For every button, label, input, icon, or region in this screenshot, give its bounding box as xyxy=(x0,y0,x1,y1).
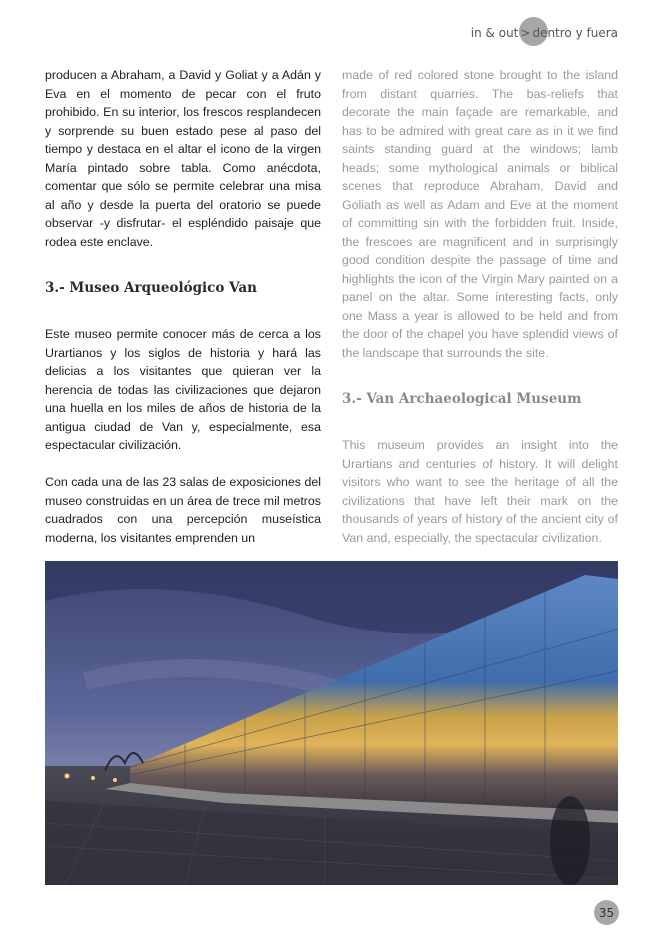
english-paragraph-2: This museum provides an insight into the Urartians and centuries of history. It will delight visitors who want to see the heritage of all the civilizations that have left their mark on the thousands of years of history of the ancient city of Van and, especially, the spectacular civilization. xyxy=(342,438,618,545)
spanish-paragraph-3: Con cada una de las 23 salas de exposiciones del museo construidas en un área de trece mil metros cuadrados con una percepción museística moderna, los visitantes emprenden un xyxy=(45,475,321,545)
english-paragraph-1: made of red colored stone brought to the island from distant quarries. The bas-reliefs that decorate the main façade are remarkable, and has to be admired with great care as in it we find saints standing guard at the windows; lamb heads; some mythological animals or biblical scenes that reproduce Abraham, David and Goliath as well as Adam and Eve at the moment of committing sin with the forbidden fruit. Inside, the frescoes are magnificent and in surprisingly good condition despite the passage of time and highlights the icon of the Virgin Mary painted on a panel on the altar. Some interesting facts, only one Mass a year is allowed to be held and from the door of the chapel you have splendid views of the landscape that surrounds the site. xyxy=(342,68,618,360)
museum-photo xyxy=(45,561,618,885)
header-separator: > xyxy=(520,26,531,40)
spanish-paragraph-1: producen a Abraham, a David y Goliat y a Adán y Eva en el momento de pecar con el fruto prohibido. En su interior, los frescos resplandecen y sorprende su buen estado pese al paso del tiempo y destaca en el altar el icono de la virgen María pintado sobre tabla. Como anécdota, comentar que sólo se permite celebrar una misa al año y desde la puerta del oratorio se puede observar -y disfrutar- el espléndido paisaje que rodea este enclave. xyxy=(45,68,321,249)
english-column xyxy=(342,66,618,547)
header-section-english: in & out xyxy=(470,26,519,40)
english-section-heading: 3.- Van Archaeological Museum xyxy=(342,390,582,407)
header-section-spanish: dentro y fuera xyxy=(532,26,618,40)
section-header xyxy=(471,18,618,48)
spanish-paragraph-2: Este museo permite conocer más de cerca a los Urartianos y los siglos de historia y hará las delicias a los visitantes que quieran ver la herencia de todas las civilizaciones que dejaron una huella en los miles de años de historia de la antigua ciudad de Van y, especialmente, esa espectacular civilización. xyxy=(45,327,321,452)
spanish-column xyxy=(45,66,321,547)
page-number: 35 xyxy=(594,900,619,925)
spanish-section-heading: 3.- Museo Arqueológico Van xyxy=(45,279,257,296)
